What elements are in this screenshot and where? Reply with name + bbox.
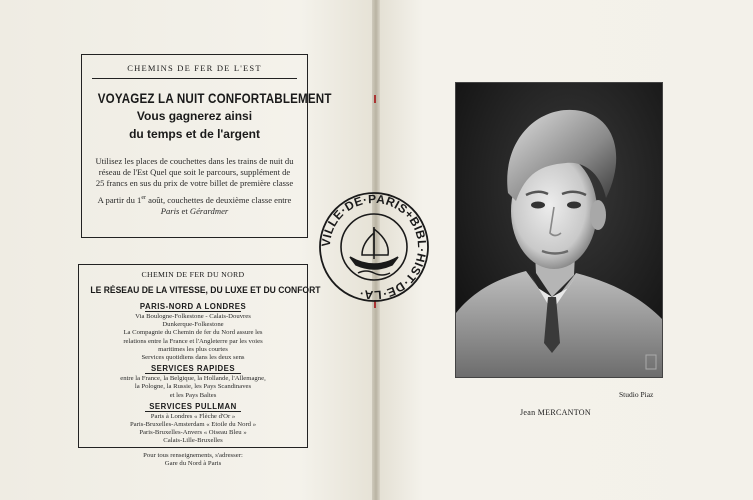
ad-est-header: CHEMINS DE FER DE L'EST xyxy=(127,63,262,73)
ad-chemin-de-fer-nord xyxy=(78,264,321,467)
ad-nord-line: Paris-Bruxelles-Amsterdam « Etoile du Nord » xyxy=(129,421,257,429)
ad-nord-header: CHEMIN DE FER DU NORD xyxy=(141,270,245,279)
ad-nord-line: Via Boulogne-Folkestone - Calais-Douvres xyxy=(135,313,251,320)
ad-nord-line: Dunkerque-Folkestone xyxy=(162,321,224,329)
ad-nord-line: relations entre la France et l'Angleterre par les voies xyxy=(123,337,263,345)
ad-nord-divider xyxy=(145,411,241,412)
ad-nord-line: Paris à Londres « Flèche d'Or » xyxy=(150,412,236,420)
library-stamp xyxy=(318,191,430,303)
ad-nord-line: La Compagnie du Chemin de fer du Nord assure les xyxy=(123,329,263,337)
ad-nord-section-title: PARIS-NORD A LONDRES xyxy=(139,302,247,311)
ad-est-subheadline-1: Vous gagnerez ainsi xyxy=(136,109,253,123)
ad-nord-section-title: SERVICES PULLMAN xyxy=(149,401,237,411)
ad-nord-line: et les Pays Baltes xyxy=(169,391,217,399)
ad-nord-divider xyxy=(145,311,241,312)
ad-nord-footer-line: Gare du Nord à Paris xyxy=(164,459,222,467)
ad-est-headline: VOYAGEZ LA NUIT CONFORTABLEMENT xyxy=(97,91,332,106)
ad-nord-line: Services quotidiens dans les deux sens xyxy=(141,354,245,362)
ad-chemins-de-fer-est xyxy=(81,54,332,238)
ad-nord-line: Paris-Bruxelles-Anvers « Oiseau Bleu » xyxy=(139,429,247,437)
ship-emblem-icon xyxy=(350,227,398,275)
spine-thread xyxy=(374,95,376,103)
portrait-name: Jean MERCANTON xyxy=(520,408,591,417)
photo-credit: Studio Piaz xyxy=(619,390,654,399)
ad-nord-footer-line: Pour tous renseignements, s'adresser: xyxy=(143,451,243,459)
ad-nord-line: entre la France, la Belgique, la Hollande, l'Allemagne, xyxy=(120,375,266,383)
ad-nord-line: Calais-Lille-Bruxelles xyxy=(163,437,223,445)
ad-nord-headline: LE RÉSEAU DE LA VITESSE, DU LUXE ET DU CONFORT xyxy=(90,285,321,296)
ad-nord-line: maritimes les plus courtes xyxy=(158,345,228,353)
ad-est-body-2: A partir du 1er août, couchettes de deuxième classe entre Paris et Gérardmer xyxy=(97,195,292,217)
ad-est-divider xyxy=(92,78,297,79)
stamp-ring-text: VILLE·DE·PARIS+BIBL·HIST·DE·LA· xyxy=(318,191,430,303)
portrait-image xyxy=(456,83,662,377)
portrait-photo xyxy=(455,82,663,378)
ad-nord-divider xyxy=(145,373,241,374)
ad-nord-line: la Pologne, la Russie, les Pays Scandinaves xyxy=(134,383,252,391)
ad-est-body-1: Utilisez les places de couchettes dans les trains de nuit du réseau de l'Est Quel que soit le parcours, supplément de 25 francs en sus du prix de votre billet de première classe xyxy=(95,156,294,188)
ad-nord-section-title: SERVICES RAPIDES xyxy=(150,364,236,374)
ad-est-subheadline-2: du temps et de l'argent xyxy=(129,127,260,141)
